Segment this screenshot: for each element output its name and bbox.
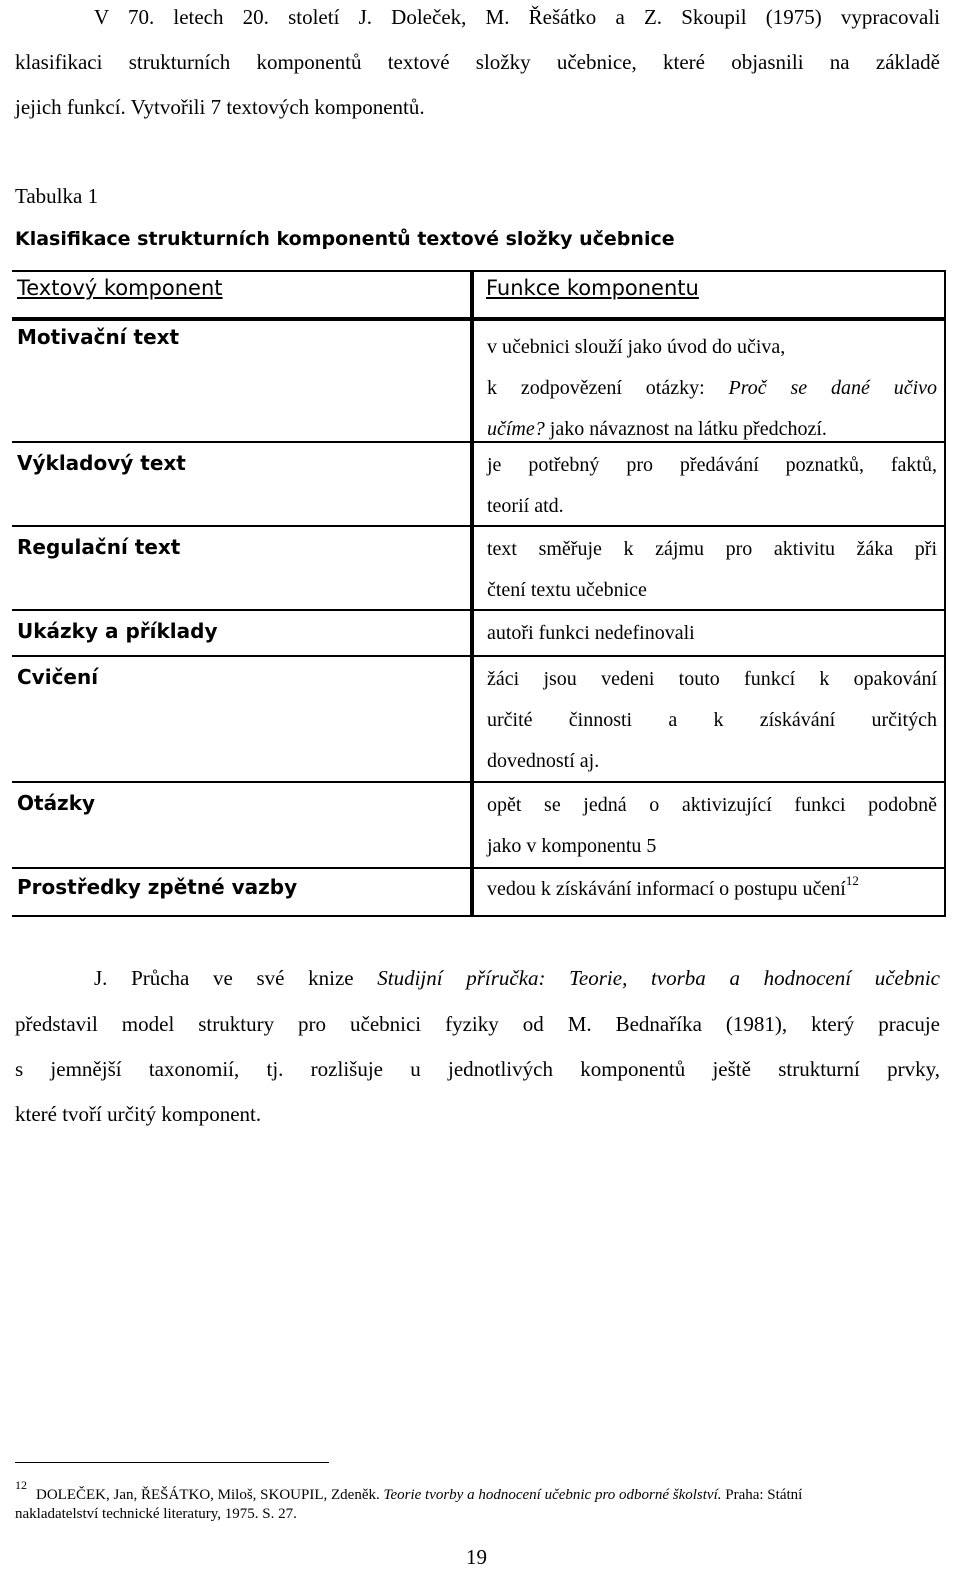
component-label: Cvičení	[17, 665, 99, 689]
function-text	[487, 327, 937, 450]
cell-component	[12, 659, 470, 781]
table-caption-title: Klasifikace strukturních komponentů textové složky učebnice	[15, 228, 675, 250]
intro-line-2: klasifikaci strukturních komponentů textové složky učebnice, které objasnili na základě	[15, 50, 940, 74]
cell-component	[12, 613, 470, 657]
component-label: Motivační text	[17, 325, 180, 349]
header-component: Textový komponent	[17, 276, 223, 300]
component-label: Ukázky a příklady	[17, 619, 218, 643]
cell-function	[474, 785, 946, 867]
table-row	[12, 529, 946, 611]
footnote-authors: DOLEČEK, Jan, ŘEŠÁTKO, Miloš, SKOUPIL, Zdeněk.	[36, 1487, 384, 1503]
row-rule	[12, 525, 946, 527]
table-caption-label: Tabulka 1	[15, 184, 99, 208]
cell-function	[474, 445, 946, 527]
cell-component	[12, 321, 470, 443]
table-row	[12, 445, 946, 527]
function-text	[487, 445, 937, 527]
table-row	[12, 869, 946, 917]
para2-line-3: s jemnější taxonomií, tj. rozlišuje u jednotlivých komponentů ještě strukturní prvky,	[15, 1057, 940, 1081]
function-text	[487, 785, 937, 867]
function-text	[487, 659, 937, 782]
function-line	[487, 409, 937, 450]
function-line: text směřuje k zájmu pro aktivitu žáka při	[487, 538, 937, 560]
function-line-part: vedou k získávání informací o postupu učení	[487, 878, 846, 900]
cell-function	[474, 869, 946, 917]
column-divider	[470, 270, 474, 917]
row-rule	[12, 609, 946, 611]
component-label: Výkladový text	[17, 451, 186, 475]
page-number: 19	[466, 1545, 487, 1569]
cell-function	[474, 613, 946, 657]
header-cell-function	[474, 270, 946, 318]
function-line-italic: Proč se dané učivo	[728, 377, 938, 399]
table-header-row	[12, 270, 946, 318]
function-line: opět se jedná o aktivizující funkci podobně	[487, 794, 937, 816]
footnote-line-2: nakladatelství technické literatury, 1975. S. 27.	[15, 1506, 297, 1522]
footnote-line-1	[36, 1487, 940, 1504]
function-line	[487, 869, 937, 910]
cell-function	[474, 321, 946, 443]
cell-component	[12, 785, 470, 867]
cell-component	[12, 445, 470, 527]
function-text	[487, 529, 937, 611]
function-line: určité činnosti a k získávání určitých	[487, 709, 937, 731]
function-line: teorií atd.	[487, 495, 564, 517]
para2-line-4: které tvoří určitý komponent.	[15, 1102, 262, 1126]
table-row	[12, 785, 946, 867]
footnote-title: Teorie tvorby a hodnocení učebnic pro odborné školství.	[383, 1487, 722, 1503]
component-label: Prostředky zpětné vazby	[17, 875, 298, 899]
header-cell-component	[12, 270, 470, 320]
function-line-part: jako návaznost na látku předchozí.	[544, 418, 827, 440]
footnote-publisher: Praha: Státní	[721, 1487, 803, 1503]
row-rule	[12, 781, 946, 783]
function-line: jako v komponentu 5	[487, 835, 657, 857]
footnote-reference: 12	[845, 873, 859, 888]
function-line: čtení textu učebnice	[487, 579, 647, 601]
function-line: je potřebný pro předávání poznatků, faktů,	[487, 454, 937, 476]
intro-line-1: V 70. letech 20. století J. Doleček, M. Řešátko a Z. Skoupil (1975) vypracovali	[94, 5, 940, 29]
component-label: Otázky	[17, 791, 96, 815]
para2-line-1	[94, 967, 940, 989]
header-function: Funkce komponentu	[486, 276, 699, 300]
table-right-border	[944, 270, 946, 917]
para2-line-1-text: J. Průcha ve své knize	[94, 966, 378, 990]
function-line: dovedností aj.	[487, 750, 600, 772]
para2-line-2: představil model struktury pro učebnici fyziky od M. Bednaříka (1981), který pracuje	[15, 1012, 940, 1036]
cell-function	[474, 659, 946, 781]
cell-component	[12, 869, 470, 917]
row-rule	[12, 441, 946, 443]
function-line-part: k zodpovězení otázky:	[487, 377, 729, 399]
function-line-italic: učíme?	[487, 418, 545, 440]
table-row	[12, 321, 946, 443]
function-line: žáci jsou vedeni touto funkcí k opakování	[487, 668, 937, 690]
footnote-separator	[15, 1462, 329, 1463]
intro-line-3: jejich funkcí. Vytvořili 7 textových komponentů.	[15, 95, 425, 119]
component-label: Regulační text	[17, 535, 181, 559]
function-line: v učebnici slouží jako úvod do učiva,	[487, 336, 786, 358]
function-line	[487, 368, 937, 409]
table-row	[12, 659, 946, 781]
book-title: Studijní příručka: Teorie, tvorba a hodnocení učebnic	[377, 966, 941, 990]
function-text	[487, 613, 937, 654]
cell-function	[474, 529, 946, 611]
function-line: autoři funkci nedefinovali	[487, 622, 695, 644]
function-text	[487, 869, 937, 910]
cell-component	[12, 529, 470, 611]
row-rule	[12, 867, 946, 869]
footnote-mark: 12	[15, 1478, 27, 1492]
table-row	[12, 613, 946, 657]
